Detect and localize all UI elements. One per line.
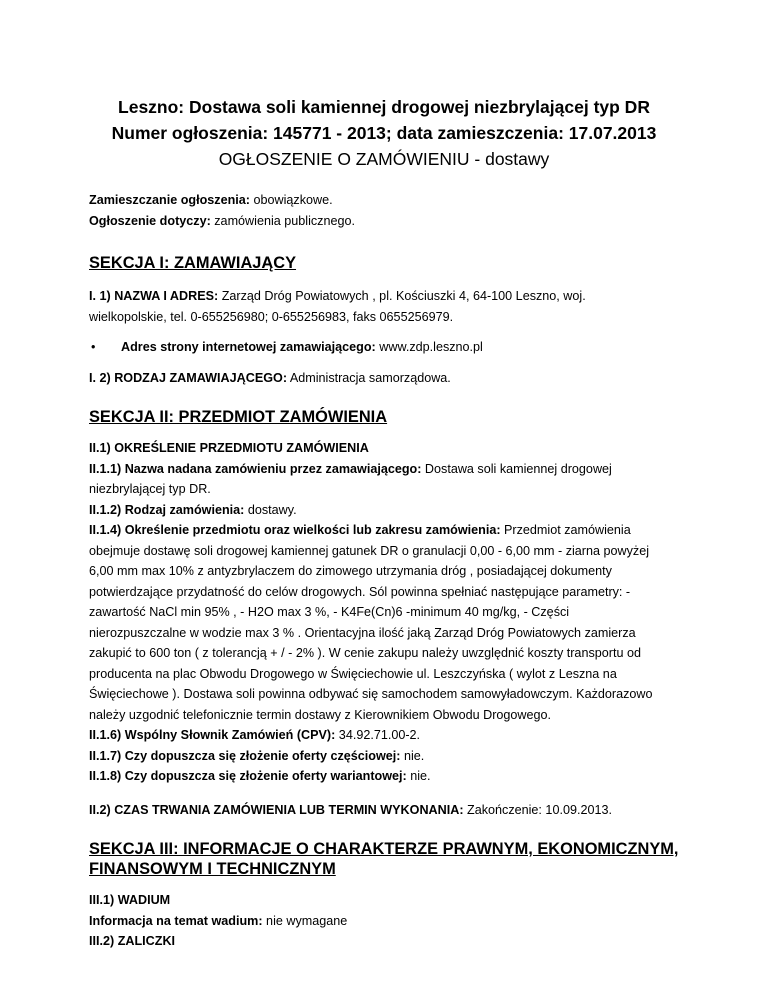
section-1-heading: SEKCJA I: ZAMAWIAJĄCY [89, 254, 297, 272]
nazwa-i-adres: I. 1) NAZWA I ADRES: Zarząd Dróg Powiatowych , pl. Kościuszki 4, 64-100 Leszno, woj. wielkopolskie, tel. 0-655256980; 0-655256983, faks 0655256979. [89, 289, 586, 324]
ii17-partial-offer: II.1.7) Czy dopuszcza się złożenie oferty częściowej: nie. [89, 748, 425, 763]
document-subtitle: OGŁOSZENIE O ZAMÓWIENIU - dostawy [218, 149, 550, 169]
ii18-variant-offer: II.1.8) Czy dopuszcza się złożenie oferty wariantowej: nie. [89, 769, 431, 783]
ii14-description: II.1.4) Określenie przedmiotu oraz wielkości lub zakresu zamówienia: Przedmiot zamówienia obejmuje dostawę soli drogowej kamiennej gatunek DR o granulacji 0,00 - 6,00 mm - ziarna powyżej 6,00 mm max 10% z antyzbrylaczem do zimowego utrzymania dróg , posiadającej dokumenty potwierdzające przydatność do celów drogowych. Sól powinna spełniać następujące parametry: - zawartość NaCl min 95% , - H2O max 3 %, - K4Fe(Cn)6 -minimum 40 mg/kg, - Części nierozpuszczalne w wodzie max 3 % . Orientacyjna ilość jaką Zarząd Dróg Powiatowych zamierza zakupić to 600 ton ( z tolerancją + / - 2% ). W cenie zakupu należy uwzględnić koszty transportu od producenta na plac Obwodu Drogowego w Święciechowie ul. Leszczyńska ( wylot z Leszna na Święciechowe ). Dostawa soli powinna odbywać się samochodem samowyładowczym. Każdorazowo należy uzgodnić telefonicznie termin dostawy z Kierownikiem Obwodu Drogowego. [89, 523, 653, 722]
intro-dotyczy: Ogłoszenie dotyczy: zamówienia publicznego. [89, 213, 355, 228]
document-header [89, 94, 679, 172]
section-1-body [89, 286, 679, 388]
iii2-heading: III.2) ZALICZKI [89, 934, 176, 948]
bullet-icon: • [91, 340, 96, 354]
section-3-heading: SEKCJA III: INFORMACJE O CHARAKTERZE PRAWNYM, EKONOMICZNYM, FINANSOWYM I TECHNICZNYM [89, 840, 679, 878]
intro-zamieszczanie: Zamieszczanie ogłoszenia: obowiązkowe. [89, 193, 333, 207]
document-title: Leszno: Dostawa soli kamiennej drogowej niezbrylającej typ DR [118, 97, 650, 117]
intro-block [89, 190, 679, 231]
announcement-number: Numer ogłoszenia: 145771 - 2013; data zamieszczenia: 17.07.2013 [111, 123, 657, 143]
ii1-heading: II.1) OKREŚLENIE PRZEDMIOTU ZAMÓWIENIA [89, 441, 369, 455]
ii12-type: II.1.2) Rodzaj zamówienia: dostawy. [89, 502, 297, 517]
wadium-info: Informacja na temat wadium: nie wymagane [89, 913, 348, 928]
section-3-body [89, 890, 679, 952]
website-address: Adres strony internetowej zamawiającego: www.zdp.leszno.pl [121, 340, 483, 354]
section-2-heading: SEKCJA II: PRZEDMIOT ZAMÓWIENIA [89, 408, 388, 426]
section-2-body [89, 438, 679, 820]
ii2-duration: II.2) CZAS TRWANIA ZAMÓWIENIA LUB TERMIN WYKONANIA: Zakończenie: 10.09.2013. [89, 802, 612, 817]
list-item [89, 337, 679, 358]
iii1-heading: III.1) WADIUM [89, 893, 171, 907]
document-page [89, 94, 679, 952]
ii11-name: II.1.1) Nazwa nadana zamówieniu przez zamawiającego: Dostawa soli kamiennej drogowej niezbrylającej typ DR. [89, 461, 612, 496]
ii16-cpv: II.1.6) Wspólny Słownik Zamówień (CPV): 34.92.71.00-2. [89, 728, 421, 742]
rodzaj-zamawiajacego: I. 2) RODZAJ ZAMAWIAJĄCEGO: Administracja samorządowa. [89, 370, 451, 385]
